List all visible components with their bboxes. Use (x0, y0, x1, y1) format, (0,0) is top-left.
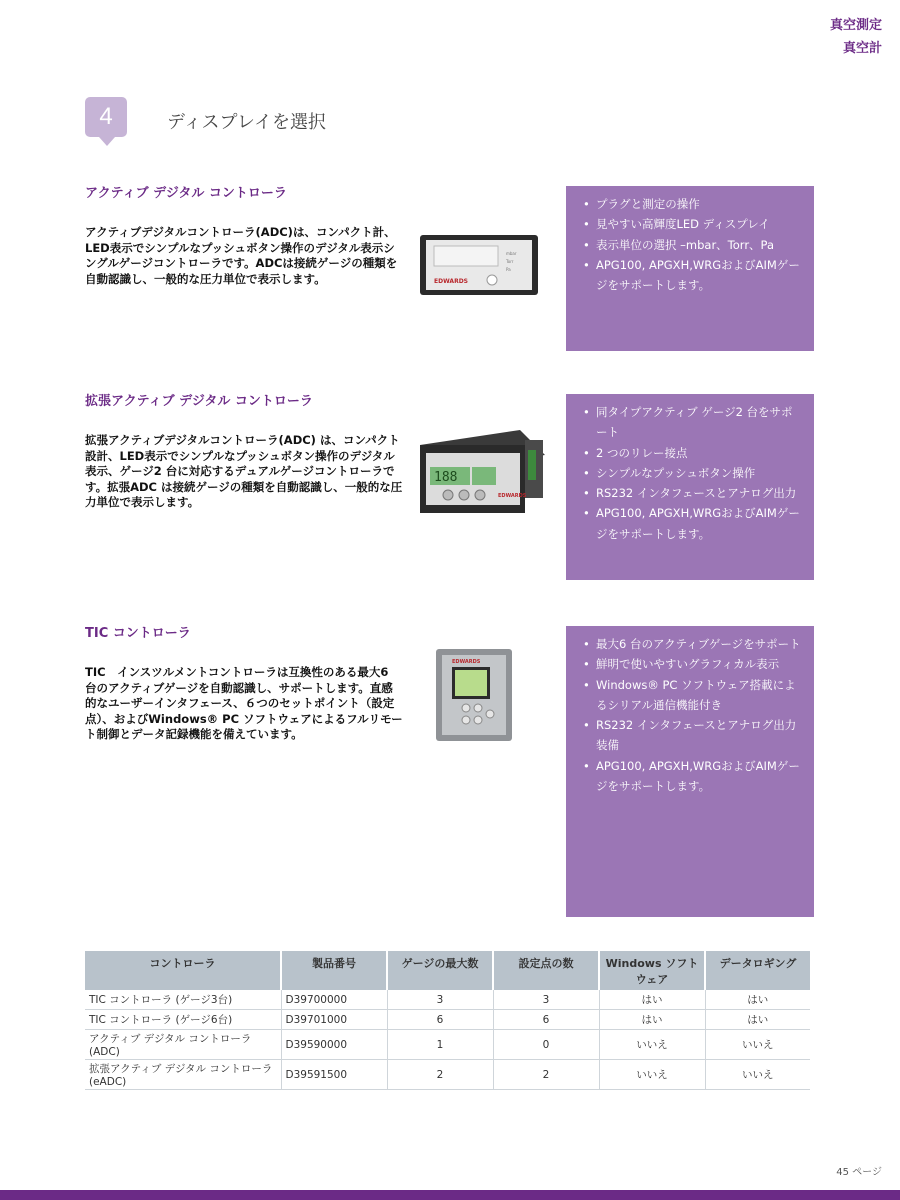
feature-item: • プラグと測定の操作 (574, 194, 804, 214)
adc-controller-image (410, 225, 550, 309)
tic-controller-image (432, 645, 516, 749)
table-row (85, 1060, 810, 1090)
feature-item: • 表示単位の選択 –mbar、Torr、Pa (574, 235, 804, 255)
table-cell: はい (705, 990, 810, 1010)
table-cell: D39701000 (281, 1010, 387, 1030)
feature-item: • RS232 インタフェースとアナログ出力装備 (574, 715, 804, 756)
section-title-eadc: 拡張アクティブ デジタル コントローラ (85, 394, 313, 409)
feature-item: • APG100, APGXH,WRGおよびAIMゲージをサポートします。 (574, 255, 804, 296)
table-header-row (85, 951, 810, 990)
comparison-table (85, 951, 810, 1090)
tic-brand-label: EDWARDS (452, 659, 481, 665)
table-cell: 3 (387, 990, 493, 1010)
page-header (830, 14, 882, 60)
feature-item: • APG100, APGXH,WRGおよびAIMゲージをサポートします。 (574, 503, 804, 544)
column-header-data-logging: データロギング (705, 951, 810, 990)
feature-item: • 見やすい高輝度LED ディスプレイ (574, 214, 804, 234)
feature-item: • 同タイプアクティブ ゲージ2 台をサポート (574, 402, 804, 443)
section-title-adc: アクティブ デジタル コントローラ (85, 186, 287, 201)
eadc-display-readout: 188 (434, 470, 458, 485)
feature-item: • RS232 インタフェースとアナログ出力 (574, 483, 804, 503)
table-cell: TIC コントローラ (ゲージ6台) (85, 1010, 281, 1030)
feature-item: • 鮮明で使いやすいグラフィカル表示 (574, 654, 804, 674)
feature-panel-adc (566, 186, 814, 351)
table-row (85, 1030, 810, 1060)
table-cell: 6 (493, 1010, 599, 1030)
table-cell: いいえ (599, 1030, 705, 1060)
feature-item: • Windows® PC ソフトウェア搭載によるシリアル通信機能付き (574, 675, 804, 716)
table-cell: D39591500 (281, 1060, 387, 1090)
table-row (85, 990, 810, 1010)
section-description-adc: アクティブデジタルコントローラ(ADC)は、コンパクト計、LED表示でシンプルなプッシュボタン操作のデジタル表示シングルゲージコントローラです。ADCは接続ゲージの種類を自動認識し、一般的な圧力単位で表示します。 (85, 225, 398, 286)
table-cell: はい (599, 990, 705, 1010)
table-cell: 0 (493, 1030, 599, 1060)
feature-item: • シンプルなプッシュボタン操作 (574, 463, 804, 483)
table-cell: D39700000 (281, 990, 387, 1010)
table-cell: D39590000 (281, 1030, 387, 1060)
feature-item: • 2 つのリレー接点 (574, 443, 804, 463)
svg-text:mbar: mbar (506, 251, 517, 256)
column-header-part-number: 製品番号 (281, 951, 387, 990)
feature-item: • APG100, APGXH,WRGおよびAIMゲージをサポートします。 (574, 756, 804, 797)
column-header-max-gauges: ゲージの最大数 (387, 951, 493, 990)
eadc-controller-image (400, 415, 550, 531)
table-cell: 拡張アクティブ デジタル コントローラ (eADC) (85, 1060, 281, 1090)
table-cell: はい (599, 1010, 705, 1030)
feature-panel-tic (566, 626, 814, 917)
column-header-windows-software: Windows ソフトウェア (599, 951, 705, 990)
header-category: 真空測定 (829, 18, 882, 33)
table-cell: はい (705, 1010, 810, 1030)
step-title: ディスプレイを選択 (167, 112, 326, 133)
table-cell: いいえ (705, 1060, 810, 1090)
section-description-eadc: 拡張アクティブデジタルコントローラ(ADC) は、コンパクト設計、LED表示でシンプルなプッシュボタン操作のデジタル表示、ゲージ2 台に対応するデュアルゲージコントローラです。拡張ADC は接続ゲージの種類を自動認識し、一般的な圧力単位で表示します。 (85, 433, 403, 509)
section-description-tic: TIC インスツルメントコントローラは互換性のある最大6 台のアクティブゲージを自動認識し、サポートします。直感的なユーザーインタフェース、６つのセットポイント（設定点）、およびWindows® PC ソフトウェアによるフルリモート制御とデータ記録機能を備えています。 (85, 665, 403, 741)
header-subcategory: 真空計 (842, 41, 882, 56)
table-cell: アクティブ デジタル コントローラ(ADC) (85, 1030, 281, 1060)
feature-panel-eadc (566, 394, 814, 580)
table-cell: 3 (493, 990, 599, 1010)
table-cell: 2 (493, 1060, 599, 1090)
table-cell: 6 (387, 1010, 493, 1030)
footer-accent-bar (0, 1190, 900, 1200)
table-cell: 1 (387, 1030, 493, 1060)
table-cell: いいえ (599, 1060, 705, 1090)
table-row (85, 1010, 810, 1030)
eadc-brand-label: EDWARDS (498, 493, 527, 499)
page-number: 45 ページ (836, 1167, 882, 1178)
column-header-setpoints: 設定点の数 (493, 951, 599, 990)
svg-text:Torr: Torr (506, 259, 514, 264)
feature-item: • 最大6 台のアクティブゲージをサポート (574, 634, 804, 654)
table-cell: TIC コントローラ (ゲージ3台) (85, 990, 281, 1010)
step-number-badge: 4 (85, 97, 127, 137)
adc-brand-label: EDWARDS (434, 278, 468, 285)
svg-text:Pa: Pa (506, 267, 511, 272)
section-title-tic: TIC コントローラ (85, 626, 191, 641)
table-cell: いいえ (705, 1030, 810, 1060)
table-cell: 2 (387, 1060, 493, 1090)
column-header-controller: コントローラ (85, 951, 281, 990)
